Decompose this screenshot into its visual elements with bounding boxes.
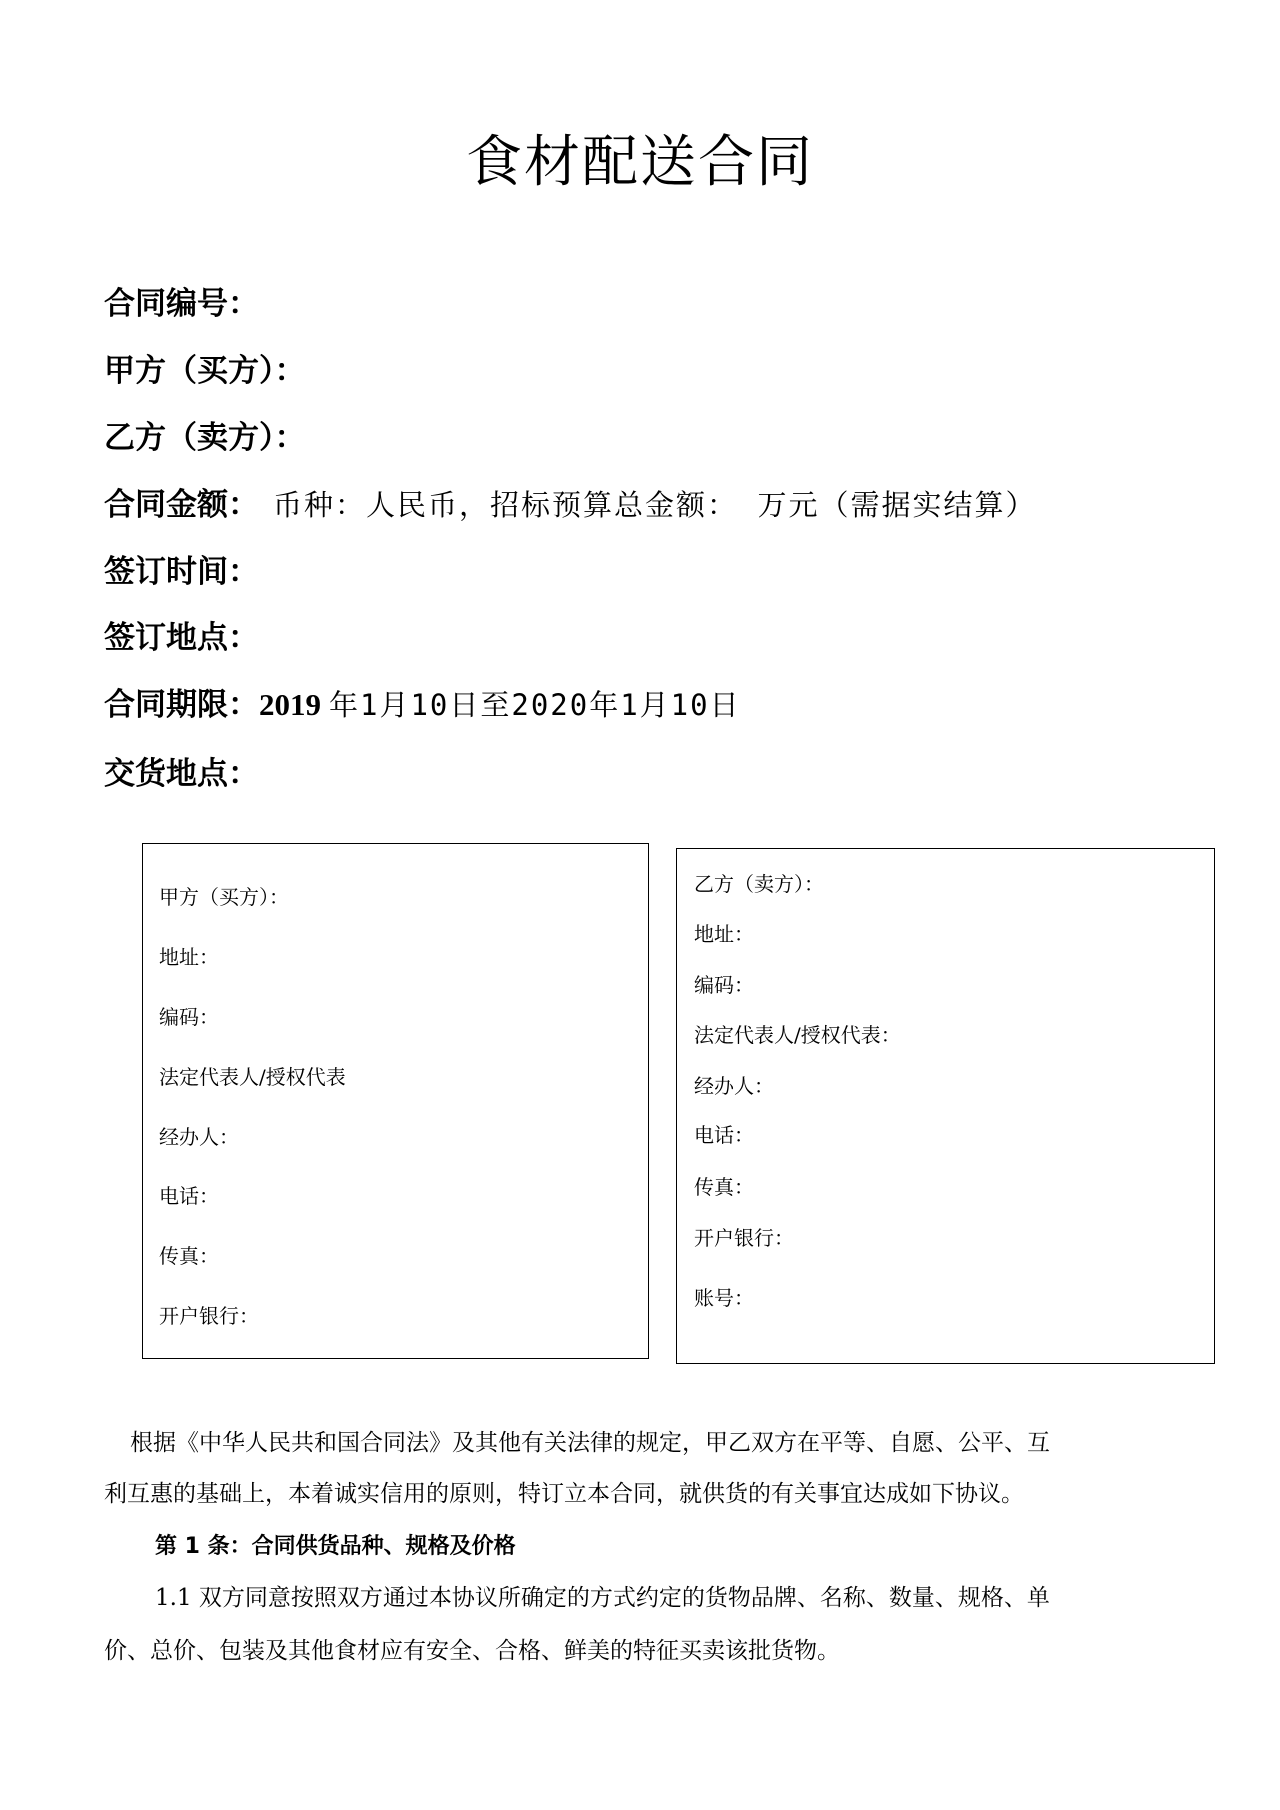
party-a-box-item: 电话： [159,1184,219,1208]
sign-time-label: 签订时间： [104,554,259,590]
party-b-info-box [676,848,1215,1364]
party-a-box-item: 传真： [159,1244,219,1268]
contract-amount-row [104,485,1036,525]
party-a-info-box [142,843,649,1359]
party-b-box-item: 经办人： [694,1074,774,1098]
party-a-box-item: 开户银行： [159,1304,259,1328]
party-a-box-item: 编码： [159,1005,219,1029]
delivery-place-label: 交货地点： [104,756,259,792]
sign-place-label: 签订地点： [104,620,259,656]
contract-term-row [104,685,741,725]
party-b-box-item: 法定代表人/授权代表： [694,1023,901,1047]
party-b-box-item: 传真： [694,1175,754,1199]
party-a-label: 甲方（买方）： [104,353,306,389]
party-b-box-item: 账号： [694,1286,754,1310]
intro-paragraph-line: 利互惠的基础上，本着诚实信用的原则，特订立本合同，就供货的有关事宜达成如下协议。 [104,1481,1024,1507]
party-b-box-item: 编码： [694,973,754,997]
contract-term-label: 合同期限： [104,687,259,723]
party-b-label: 乙方（卖方）： [104,420,306,456]
contract-term-year: 2019 [259,687,321,722]
contract-number-label: 合同编号： [104,286,259,322]
document-title: 食材配送合同 [466,130,814,195]
party-b-box-item: 地址： [694,922,754,946]
party-b-box-item: 电话： [694,1123,754,1147]
contract-amount-label: 合同金额： [104,487,259,523]
party-b-box-item: 开户银行： [694,1226,794,1250]
party-a-box-item: 甲方（买方）： [159,885,289,909]
contract-amount-value: 币种：人民币，招标预算总金额： 万元（需据实结算） [273,488,1037,522]
party-b-box-item: 乙方（卖方）： [694,872,824,896]
contract-term-value: 年1月10日至2020年1月10日 [329,688,741,722]
party-a-box-item: 地址： [159,945,219,969]
clause-1-1-line: 价、总价、包装及其他食材应有安全、合格、鲜美的特征买卖该批货物。 [104,1638,840,1664]
clause-1-1-line: 1.1 双方同意按照双方通过本协议所确定的方式约定的货物品牌、名称、数量、规格、单 [155,1585,1050,1611]
intro-paragraph-line: 根据《中华人民共和国合同法》及其他有关法律的规定，甲乙双方在平等、自愿、公平、互 [130,1430,1050,1456]
party-a-box-item: 经办人： [159,1125,239,1149]
party-a-box-item: 法定代表人/授权代表 [159,1065,346,1089]
article-1-heading: 第 1 条：合同供货品种、规格及价格 [155,1534,516,1559]
